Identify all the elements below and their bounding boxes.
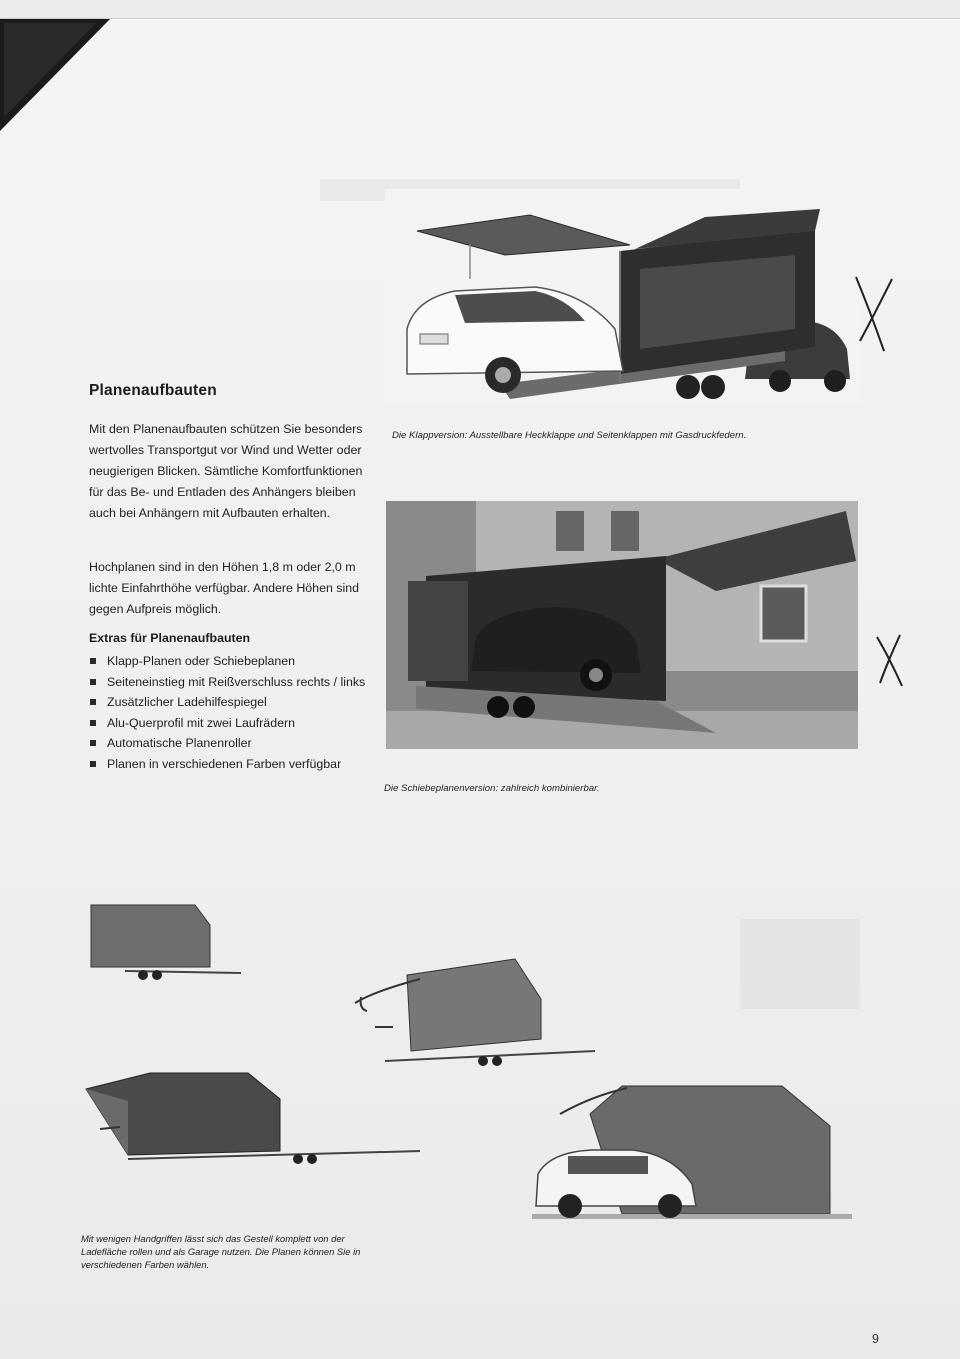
handwritten-x-mark — [850, 271, 900, 356]
sequence-step-4-garage-illustration — [532, 1084, 852, 1219]
bullet-square-icon — [90, 679, 96, 685]
page-corner-fold — [0, 19, 120, 139]
schiebe-caption: Die Schiebeplanenversion: zahlreich kombinierbar. — [384, 783, 600, 794]
section-heading: Planenaufbauten — [89, 382, 217, 399]
list-item: Planen in verschiedenen Farben verfügbar — [89, 754, 374, 775]
bullet-square-icon — [90, 699, 96, 705]
list-item: Zusätzlicher Ladehilfespiegel — [89, 692, 374, 713]
sequence-step-3-illustration — [80, 1059, 425, 1169]
bullet-square-icon — [90, 740, 96, 746]
page-number: 9 — [872, 1332, 879, 1346]
extras-title: Extras für Planenaufbauten — [89, 631, 251, 645]
list-item: Alu-Querprofil mit zwei Laufrädern — [89, 713, 374, 734]
klapp-version-photo — [385, 189, 860, 404]
bleed-through-text — [740, 919, 860, 1009]
document-page — [0, 18, 960, 1359]
handwritten-x-mark — [872, 631, 908, 691]
extras-list — [89, 651, 374, 775]
sequence-step-1-illustration — [85, 899, 245, 989]
klapp-caption: Die Klappversion: Ausstellbare Heckklappe und Seitenklappen mit Gasdruckfedern. — [392, 430, 747, 441]
schiebe-version-photo — [386, 501, 858, 749]
list-item: Automatische Planenroller — [89, 733, 374, 754]
list-item: Seiteneinstieg mit Reißverschluss rechts / links — [89, 672, 374, 693]
list-item: Klapp-Planen oder Schiebeplanen — [89, 651, 374, 672]
bullet-square-icon — [90, 761, 96, 767]
intro-paragraph: Mit den Planenaufbauten schützen Sie besonders wertvolles Transportgut vor Wind und Wetter oder neugierigen Blicken. Sämtliche Komfortfunktionen für das Be- und Entladen des Anhängers bleiben auch bei Anhängern mit Aufbauten erhalten. — [89, 422, 363, 520]
sequence-step-2-illustration — [345, 951, 607, 1073]
bullet-square-icon — [90, 720, 96, 726]
sequence-caption: Mit wenigen Handgriffen lässt sich das Gestell komplett von der Ladefläche rollen und als Garage nutzen. Die Planen können Sie in verschiedenen Farben wählen. — [81, 1233, 361, 1270]
heights-paragraph: Hochplanen sind in den Höhen 1,8 m oder 2,0 m lichte Einfahrthöhe verfügbar. Andere Höhen sind gegen Aufpreis möglich. — [89, 560, 360, 616]
bullet-square-icon — [90, 658, 96, 664]
